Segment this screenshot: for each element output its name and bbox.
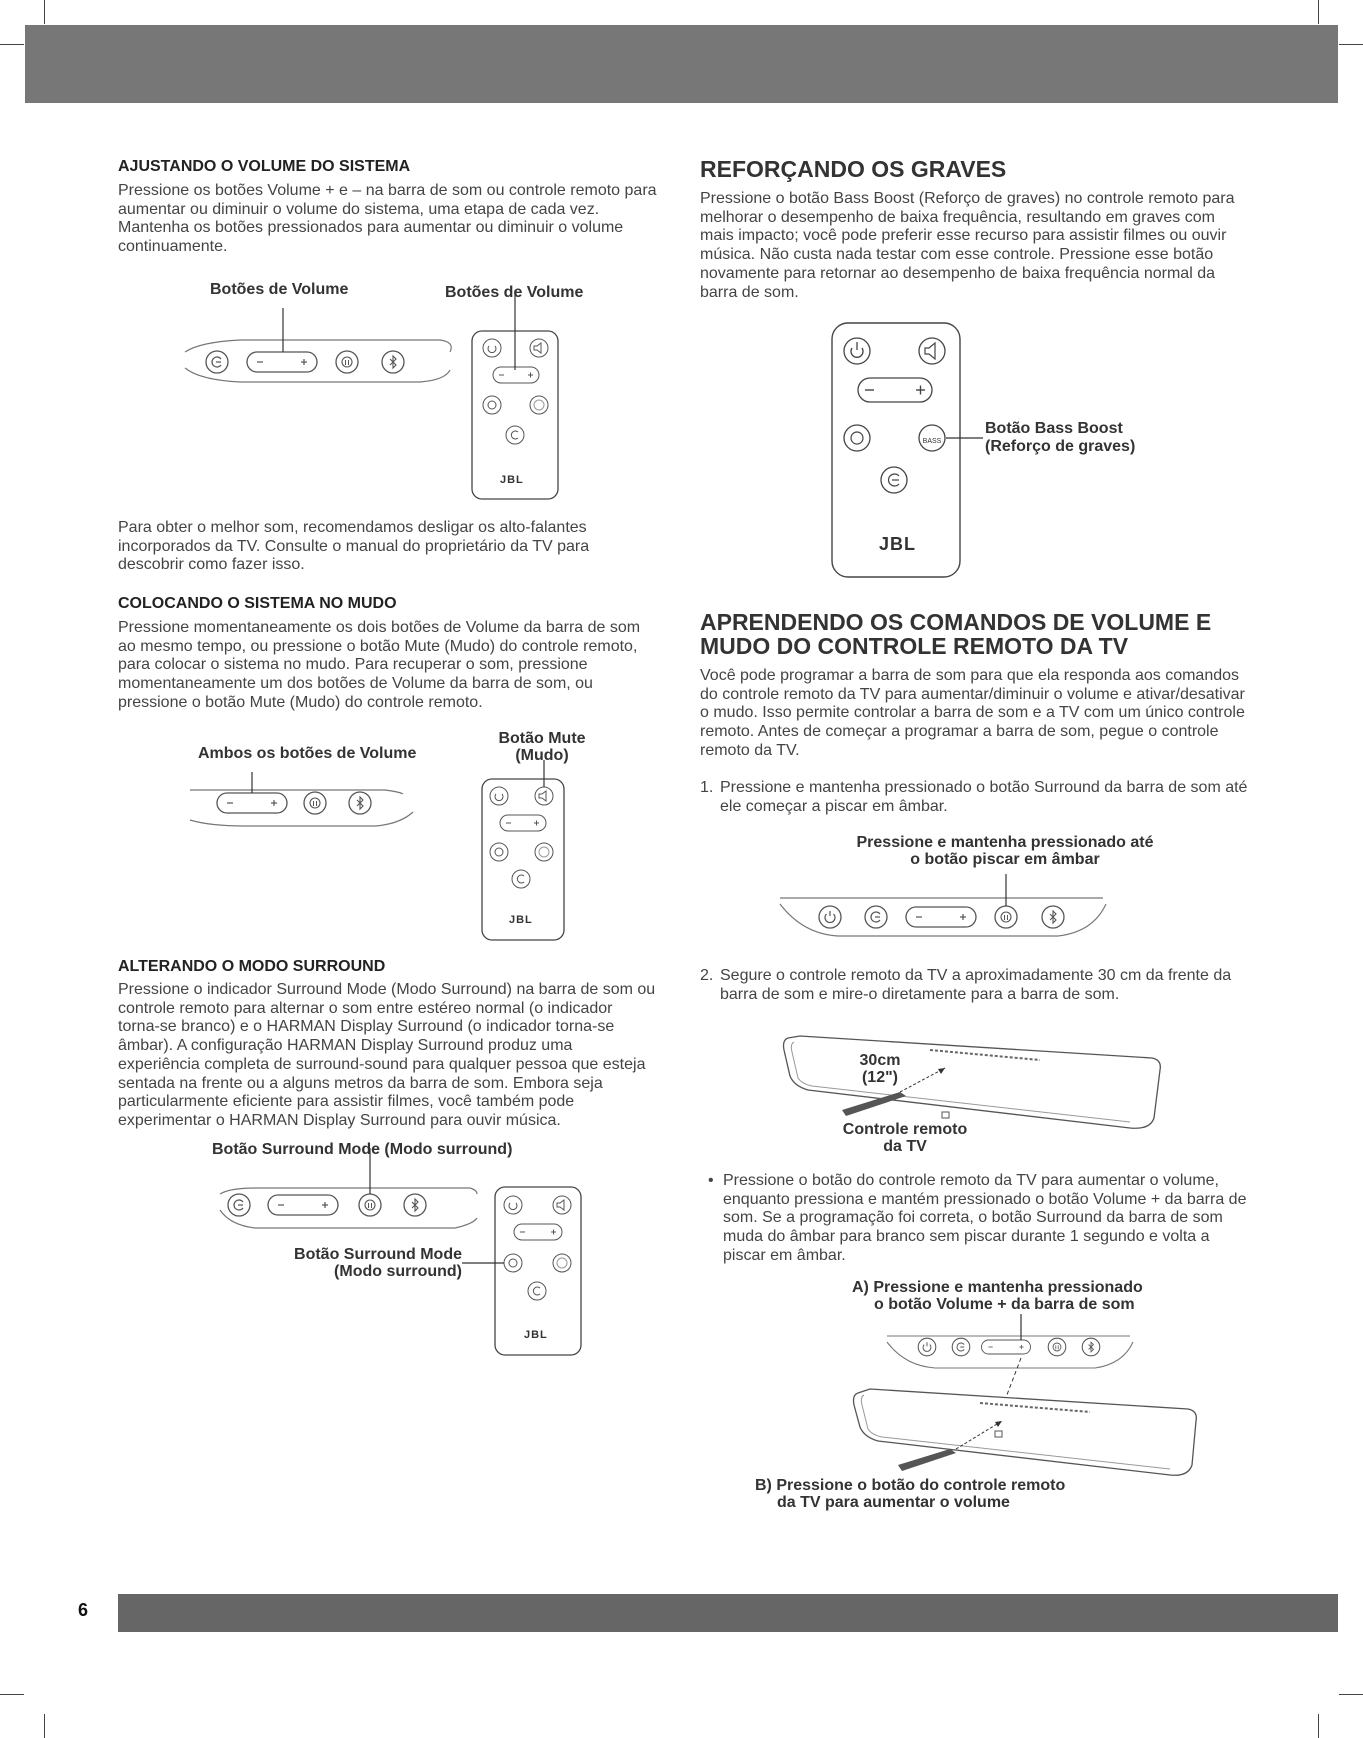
bass-label-2: (Reforço de graves) xyxy=(985,438,1136,455)
bullet-mark: • xyxy=(708,1172,714,1189)
volume-remote-label: Botões de Volume xyxy=(445,284,584,301)
volume-heading: AJUSTANDO O VOLUME DO SISTEMA xyxy=(118,158,411,175)
step1-label-1: Pressione e mantenha pressionado até xyxy=(856,834,1154,851)
mute-soundbar-label: Ambos os botões de Volume xyxy=(198,745,417,762)
remote-brand-logo: JBL xyxy=(524,1329,548,1341)
step1-number: 1. xyxy=(700,779,714,796)
bass-key-text: BASS xyxy=(922,438,942,445)
crop-mark xyxy=(0,1694,24,1695)
tv-remote-label-2: da TV xyxy=(883,1138,927,1155)
mute-heading: COLOCANDO O SISTEMA NO MUDO xyxy=(118,595,397,612)
soundbar-figure-a xyxy=(885,1328,1135,1378)
header-band xyxy=(25,25,1338,103)
soundbar-perspective-b xyxy=(850,1385,1200,1485)
bass-heading: REFORÇANDO OS GRAVES xyxy=(700,156,1007,182)
bass-body: Pressione o botão Bass Boost (Reforço de graves) no controle remoto para melhorar o desempenho de baixa frequência, resultando em graves com mais impacto; você pode preferir esse recurso para assistir filmes ou ouvir música. Não custa nada testar com esse controle. Pressione esse botão novamente para retornar ao desempenho de baixa frequência normal da barra de som. xyxy=(700,190,1235,301)
volume-body: Pressione os botões Volume + e – na barra de som ou controle remoto para aumentar ou diminuir o volume do sistema, uma etapa de cada vez. Mantenha os botões pressionados para aumentar ou diminuir o volume continuamente. xyxy=(118,182,657,256)
surround-remote-label-1: Botão Surround Mode xyxy=(294,1246,462,1263)
crop-mark xyxy=(0,44,24,45)
step2-number: 2. xyxy=(700,967,714,984)
step2-text: Segure o controle remoto da TV a aproximadamente 30 cm da frente da barra de som e mire-o diretamente para a barra de som. xyxy=(720,967,1232,1003)
crop-mark xyxy=(1318,1714,1319,1738)
surround-heading: ALTERANDO O MODO SURROUND xyxy=(118,958,386,975)
mute-remote-label-1: Botão Mute xyxy=(498,730,586,747)
step1-label-2: o botão piscar em âmbar xyxy=(910,851,1100,868)
remote-brand-logo: JBL xyxy=(879,534,917,554)
bass-label-1: Botão Bass Boost xyxy=(985,420,1123,437)
crop-mark xyxy=(1339,1694,1363,1695)
mute-body: Pressione momentaneamente os dois botões de Volume da barra de som ao mesmo tempo, ou pressione o botão Mute (Mudo) do controle remoto, para colocar o sistema no mudo. Para recuperar o som, pressione momentaneamente um dos botões de Volume da barra de som, ou pressione o botão Mute (Mudo) do controle remoto. xyxy=(118,619,641,711)
soundbar-figure-step1 xyxy=(778,884,1108,944)
learn-heading-2: MUDO DO CONTROLE REMOTO DA TV xyxy=(700,633,1129,659)
step1-text: Pressione e mantenha pressionado o botão Surround da barra de som até ele começar a piscar em âmbar. xyxy=(720,779,1248,815)
surround-body: Pressione o indicador Surround Mode (Modo Surround) na barra de som ou controle remoto para alternar o som entre estéreo normal (o indicador torna-se branco) e o HARMAN Display Surround (o indicador torna-se âmbar). A configuração HARMAN Display Surround produz uma experiência completa de surround-sound para qualquer pessoa que esteja sentada na frente ou a alguns metros da barra de som. Embora seja particularmente eficiente para assistir filmes, você também pode experimentar o HARMAN Display Surround para ouvir música. xyxy=(118,981,656,1129)
distance-label-2: (12") xyxy=(861,1069,899,1086)
volume-soundbar-label: Botões de Volume xyxy=(210,281,349,298)
mute-remote-label-2: (Mudo) xyxy=(515,747,569,764)
surround-soundbar-label: Botão Surround Mode (Modo surround) xyxy=(212,1141,513,1158)
soundbar-figure-surround xyxy=(215,1180,480,1240)
crop-mark xyxy=(1318,0,1319,24)
crop-mark xyxy=(44,1714,45,1738)
learn-heading-1: APRENDENDO OS COMANDOS DE VOLUME E xyxy=(700,609,1212,635)
bullet-text: Pressione o botão do controle remoto da TV para aumentar o volume, enquanto pressiona e mantém pressionado o botão Volume + da barra de som. Se a programação foi correta, o botão Surround da barra de som muda do âmbar para branco sem piscar durante 1 segundo e volta a piscar em âmbar. xyxy=(723,1172,1247,1264)
distance-label-1: 30cm xyxy=(859,1052,901,1069)
label-a-1: A) Pressione e mantenha pressionado xyxy=(852,1279,1143,1296)
surround-remote-label-2: (Modo surround) xyxy=(334,1263,462,1280)
volume-note: Para obter o melhor som, recomendamos desligar os alto-falantes incorporados da TV. Consulte o manual do proprietário da TV para descobrir como fazer isso. xyxy=(118,519,590,574)
soundbar-figure-volume xyxy=(180,330,460,390)
label-b-1: B) Pressione o botão do controle remoto xyxy=(755,1477,1066,1494)
crop-mark xyxy=(1339,44,1363,45)
crop-mark xyxy=(44,0,45,24)
remote-brand-logo: JBL xyxy=(500,474,524,486)
tv-remote-label-1: Controle remoto xyxy=(842,1121,968,1138)
label-b-2: da TV para aumentar o volume xyxy=(777,1494,1010,1511)
page-number: 6 xyxy=(78,1600,89,1620)
remote-brand-logo: JBL xyxy=(509,914,533,926)
label-a-2: o botão Volume + da barra de som xyxy=(874,1296,1135,1313)
learn-body: Você pode programar a barra de som para que ela responda aos comandos do controle remoto da TV para aumentar/diminuir o volume e ativar/desativar o mudo. Isso permite controlar a barra de som e a TV com um único controle remoto. Antes de começar a programar a barra de som, pegue o controle remoto da TV. xyxy=(700,667,1245,759)
footer-band xyxy=(118,1594,1338,1632)
soundbar-figure-mute xyxy=(185,772,415,832)
